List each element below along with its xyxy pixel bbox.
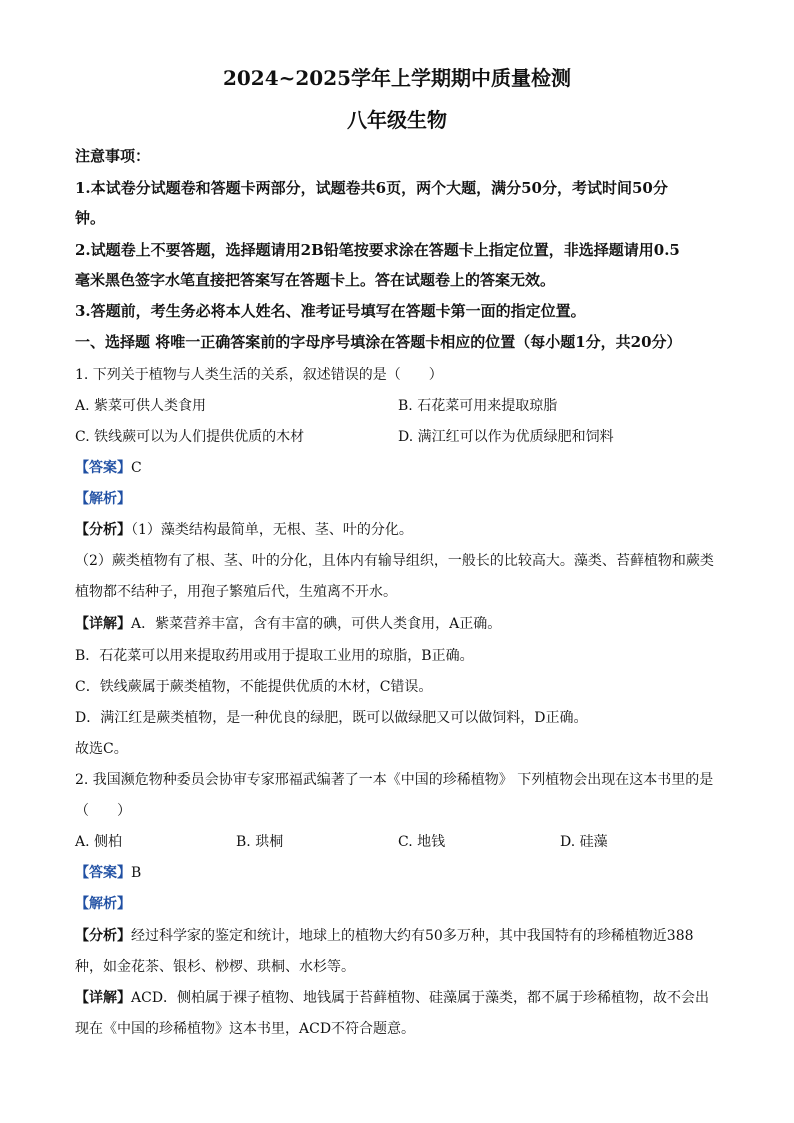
q2-option-a: A. 侧柏 (75, 834, 123, 850)
q1-option-a: A. 紫菜可供人类食用 (75, 398, 207, 414)
q1-option-b: B. 石花菜可用来提取琼脂 (398, 398, 558, 414)
q1-fenxi-tag: 【分析】 (75, 522, 131, 538)
q1-detail-a-text: A．紫菜营养丰富，含有丰富的碘，可供人类食用，A正确。 (131, 616, 502, 632)
q1-option-c: C. 铁线蕨可以为人们提供优质的木材 (75, 429, 305, 445)
q1-detail-d: D．满江红是蕨类植物，是一种优良的绿肥，既可以做绿肥又可以做饲料，D正确。 (75, 710, 588, 726)
q2-stem-line-2: （ ） (75, 803, 131, 819)
q2-option-c: C. 地钱 (398, 834, 446, 850)
q1-fenxi-2-line-2: 植物都不结种子，用孢子繁殖后代，生殖离不开水。 (75, 584, 397, 600)
q2-fenxi-line-1-text: 经过科学家的鉴定和统计，地球上的植物大约有50多万种，其中我国特有的珍稀植物近388 (131, 928, 694, 944)
q2-detail-line-2: 现在《中国的珍稀植物》这本书里，ACD不符合题意。 (75, 1021, 416, 1037)
q1-answer-tag: 【答案】 (75, 460, 131, 476)
notes-heading: 注意事项： (75, 147, 151, 165)
note-1-line-2: 钟。 (75, 209, 106, 227)
q1-option-d: D. 满江红可以作为优质绿肥和饲料 (398, 429, 614, 445)
q1-fenxi-2-line-1: （2）蕨类植物有了根、茎、叶的分化，且体内有输导组织，一般长的比较高大。藻类、苔藓植物和蕨类 (75, 553, 714, 569)
q2-answer-value: B (131, 865, 142, 881)
q2-analysis-tag: 【解析】 (75, 896, 131, 912)
q1-fenxi-1-text: （1）藻类结构最简单，无根、茎、叶的分化。 (131, 522, 413, 538)
q1-answer-row (75, 458, 722, 478)
q2-answer-row (75, 863, 722, 883)
q2-detail-line-1-text: ACD．侧柏属于裸子植物、地钱属于苔藓植物、硅藻属于藻类，都不属于珍稀植物，故不会出 (131, 990, 710, 1006)
q2-detail-tag: 【详解】 (75, 990, 131, 1006)
q2-fenxi-line-2: 种，如金花茶、银杉、桫椤、珙桐、水杉等。 (75, 959, 355, 975)
note-3: 3.答题前，考生务必将本人姓名、准考证号填写在答题卡第一面的指定位置。 (75, 302, 586, 320)
note-2-line-1: 2.试题卷上不要答题，选择题请用2B铅笔按要求涂在答题卡上指定位置，非选择题请用0.5 (75, 241, 680, 259)
q1-detail-c: C．铁线蕨属于蕨类植物，不能提供优质的木材，C错误。 (75, 679, 433, 695)
q1-detail-tag: 【详解】 (75, 616, 131, 632)
note-1-line-1: 1.本试卷分试题卷和答题卡两部分，试题卷共6页，两个大题，满分50分，考试时间50分 (75, 179, 668, 197)
note-2-line-2: 毫米黑色签字水笔直接把答案写在答题卡上。答在试题卷上的答案无效。 (75, 271, 556, 289)
q2-detail-line-1 (75, 988, 722, 1008)
exam-subtitle: 八年级生物 (347, 108, 447, 132)
q2-answer-tag: 【答案】 (75, 865, 131, 881)
q1-conclusion: 故选C。 (75, 741, 128, 757)
section-1-heading: 一、选择题 将唯一正确答案前的字母序号填涂在答题卡相应的位置（每小题1分，共20分） (75, 333, 682, 351)
q2-stem-line-1: 2. 我国濒危物种委员会协审专家邢福武编著了一本《中国的珍稀植物》 下列植物会出现在这本书里的是 (75, 772, 714, 788)
q2-fenxi-line-1 (75, 926, 722, 946)
q1-detail-b: B．石花菜可以用来提取药用或用于提取工业用的琼脂，B正确。 (75, 648, 474, 664)
q1-answer-value: C (131, 460, 142, 476)
q1-analysis-tag: 【解析】 (75, 491, 131, 507)
exam-title: 2024~2025学年上学期期中质量检测 (222, 66, 572, 90)
q2-fenxi-tag: 【分析】 (75, 928, 131, 944)
q1-fenxi-1 (75, 520, 722, 540)
q1-detail-a (75, 614, 722, 634)
q1-stem: 1. 下列关于植物与人类生活的关系，叙述错误的是（ ） (75, 367, 443, 383)
q2-option-d: D. 硅藻 (560, 834, 608, 850)
q2-option-b: B. 珙桐 (236, 834, 284, 850)
